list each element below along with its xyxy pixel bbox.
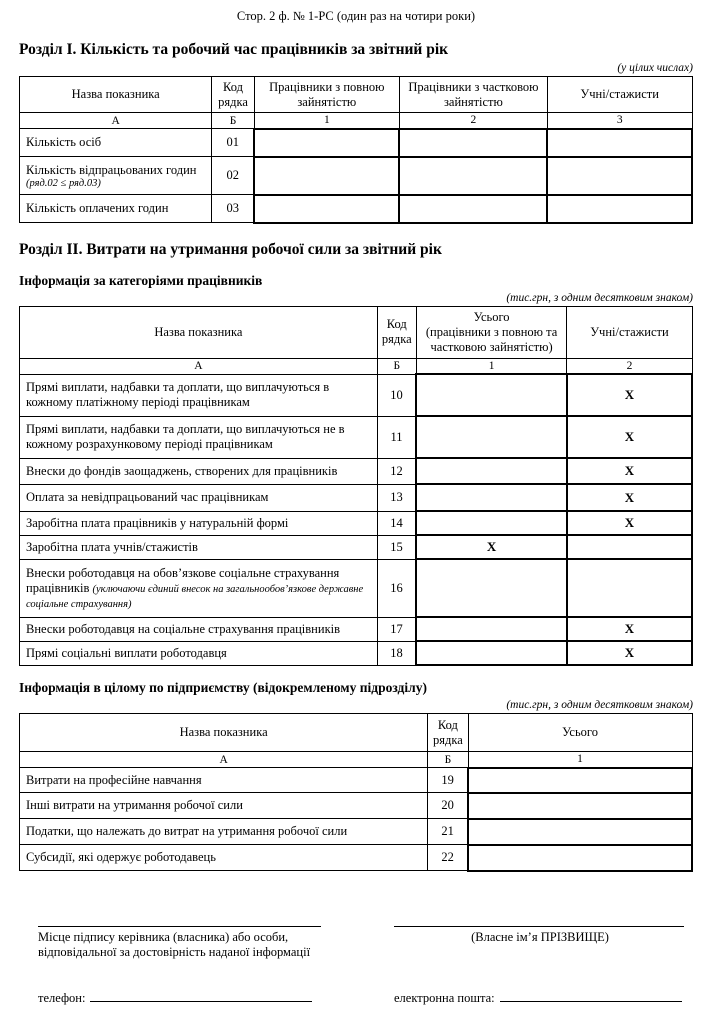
section1-title: Розділ І. Кількість та робочий час працівників за звітний рік [19, 41, 449, 58]
row-name [20, 559, 378, 617]
table-row-14 [20, 511, 693, 535]
signature-block [38, 926, 370, 961]
row-name: Прямі виплати, надбавки та доплати, що виплачуються не в кожному розрахунковому періоді працівникам [20, 416, 378, 458]
row-code: 20 [428, 793, 468, 819]
overall-unit-note: (тис.грн, з одним десятковим знаком) [506, 699, 693, 711]
page-header-line: Стор. 2 ф. № 1-РС (один раз на чотири роки) [236, 9, 476, 23]
entry-cell-r01-c2[interactable] [399, 129, 547, 157]
blocked-cell-r15-c1: X [416, 535, 567, 559]
entry-cell-r11-c1[interactable] [416, 416, 567, 458]
row-code: 18 [377, 641, 416, 665]
row-name: Прямі виплати, надбавки та доплати, що виплачуються в кожному платіжному періоді працівникам [20, 374, 378, 416]
row-name: Оплата за невідпрацьований час працівникам [20, 484, 378, 511]
letter-cell: А [20, 752, 428, 768]
blocked-cell-r11-c2: X [567, 416, 692, 458]
letter-cell: А [20, 358, 378, 374]
letter-row [20, 752, 693, 768]
entry-cell-r18-c1[interactable] [416, 641, 567, 665]
row-name-note: (ряд.02 ≤ ряд.03) [26, 177, 101, 189]
col-header-total: Усього [468, 714, 692, 752]
blocked-cell-r18-c2: X [567, 641, 692, 665]
table-row-03 [20, 195, 693, 223]
phone-block [38, 990, 370, 1006]
col-header-parttime: Працівники з частковою зайнятістю [399, 77, 547, 113]
entry-cell-r16-c1[interactable] [416, 559, 567, 617]
row-code: 03 [212, 195, 254, 223]
row-name: Заробітна плата учнів/стажистів [20, 535, 378, 559]
signature-caption-line2: відповідальної за достовірність наданої інформації [38, 944, 311, 959]
letter-cell: 2 [567, 358, 692, 374]
table-header-row [20, 77, 693, 113]
table-header-row [20, 306, 693, 358]
col-header-code: Код рядка [428, 714, 468, 752]
table-row-17 [20, 617, 693, 641]
table-row-20 [20, 793, 693, 819]
table-row-22 [20, 845, 693, 871]
row-code: 22 [428, 845, 468, 871]
by-category-title: Інформація за категоріями працівників [19, 272, 263, 288]
blocked-cell-r10-c2: X [567, 374, 692, 416]
signature-row [19, 926, 693, 961]
row-name: Кількість осіб [20, 129, 212, 157]
overall-title: Інформація в цілому по підприємству (відокремленому підрозділу) [19, 680, 427, 695]
table-row-19 [20, 768, 693, 793]
phone-input-line[interactable] [90, 990, 312, 1002]
row-code: 02 [212, 157, 254, 195]
letter-cell: 1 [416, 358, 567, 374]
table-row-11 [20, 416, 693, 458]
col-header-code: Код рядка [212, 77, 254, 113]
letter-cell: 1 [254, 113, 399, 129]
table-row-21 [20, 819, 693, 845]
entry-cell-r15-c2[interactable] [567, 535, 692, 559]
letter-cell: 1 [468, 752, 692, 768]
letter-cell: 3 [547, 113, 692, 129]
row-name: Витрати на професійне навчання [20, 768, 428, 793]
name-caption: (Власне ім’я ПРІЗВИЩЕ) [471, 929, 609, 944]
row-code: 10 [377, 374, 416, 416]
row-code: 11 [377, 416, 416, 458]
col-header-total [416, 306, 567, 358]
col-header-trainees: Учні/стажисти [547, 77, 692, 113]
overall-table [19, 713, 693, 872]
entry-cell-r12-c1[interactable] [416, 458, 567, 484]
row-code: 13 [377, 484, 416, 511]
row-name: Інші витрати на утримання робочої сили [20, 793, 428, 819]
by-category-unit-note: (тис.грн, з одним десятковим знаком) [506, 291, 693, 304]
email-label: електронна пошта: [394, 991, 495, 1005]
letter-cell: А [20, 113, 212, 129]
letter-row [20, 113, 693, 129]
table-row-10 [20, 374, 693, 416]
letter-row [20, 358, 693, 374]
phone-label: телефон: [38, 991, 86, 1005]
entry-cell-r16-c2[interactable] [567, 559, 692, 617]
col-header-fulltime: Працівники з повною зайнятістю [254, 77, 399, 113]
name-block [394, 926, 686, 961]
row-name-note: (уключаючи єдиний внесок на загальнообов’язкове державне соціальне страхування) [26, 583, 364, 610]
entry-cell-r03-c1[interactable] [254, 195, 399, 223]
blocked-cell-r17-c2: X [567, 617, 692, 641]
blocked-cell-r14-c2: X [567, 511, 692, 535]
entry-cell-r10-c1[interactable] [416, 374, 567, 416]
col-header-name: Назва показника [20, 714, 428, 752]
row-name: Кількість оплачених годин [20, 195, 212, 223]
entry-cell-r17-c1[interactable] [416, 617, 567, 641]
row-code: 12 [377, 458, 416, 484]
entry-cell-r03-c2[interactable] [399, 195, 547, 223]
row-code: 14 [377, 511, 416, 535]
row-name: Прямі соціальні виплати роботодавця [20, 641, 378, 665]
entry-cell-r02-c2[interactable] [399, 157, 547, 195]
row-name: Внески до фондів заощаджень, створених для працівників [20, 458, 378, 484]
table-header-row [20, 714, 693, 752]
signature-caption [38, 930, 370, 961]
entry-cell-r14-c1[interactable] [416, 511, 567, 535]
table-row-16 [20, 559, 693, 617]
row-name: Заробітна плата працівників у натуральній формі [20, 511, 378, 535]
table-row-12 [20, 458, 693, 484]
row-name-text: Кількість відпрацьованих годин [26, 162, 197, 177]
row-code: 15 [377, 535, 416, 559]
row-code: 16 [377, 559, 416, 617]
entry-cell-r02-c1[interactable] [254, 157, 399, 195]
name-line[interactable] [394, 926, 684, 927]
col-header-total-label: Усього [473, 309, 510, 324]
col-header-total-sublabel: (працівники з повною та частковою зайнятістю) [425, 324, 558, 354]
row-name-text: Внески роботодавця на обов’язкове соціальне страхування працівників [26, 565, 340, 595]
row-name: Податки, що належать до витрат на утримання робочої сили [20, 819, 428, 845]
row-name: Внески роботодавця на соціальне страхування працівників [20, 617, 378, 641]
entry-cell-r19-c1[interactable] [468, 768, 692, 793]
table-row-02 [20, 157, 693, 195]
contact-row [19, 990, 693, 1006]
email-input-line[interactable] [500, 990, 682, 1002]
row-name: Субсидії, які одержує роботодавець [20, 845, 428, 871]
entry-cell-r22-c1[interactable] [468, 845, 692, 871]
entry-cell-r21-c1[interactable] [468, 819, 692, 845]
letter-cell: Б [212, 113, 254, 129]
table-row-15 [20, 535, 693, 559]
entry-cell-r01-c3[interactable] [547, 129, 692, 157]
col-header-trainees: Учні/стажисти [567, 306, 692, 358]
table-row-18 [20, 641, 693, 665]
row-code: 21 [428, 819, 468, 845]
entry-cell-r02-c3[interactable] [547, 157, 692, 195]
entry-cell-r13-c1[interactable] [416, 484, 567, 511]
row-code: 17 [377, 617, 416, 641]
blocked-cell-r13-c2: X [567, 484, 692, 511]
letter-cell: Б [428, 752, 468, 768]
letter-cell: 2 [399, 113, 547, 129]
table-row-01 [20, 129, 693, 157]
entry-cell-r01-c1[interactable] [254, 129, 399, 157]
table-row-13 [20, 484, 693, 511]
section2-title: Розділ ІІ. Витрати на утримання робочої сили за звітний рік [19, 240, 442, 258]
section1-unit-note: (у цілих числах) [617, 62, 693, 74]
col-header-code: Код рядка [377, 306, 416, 358]
section1-table [19, 76, 693, 224]
signature-line[interactable] [38, 926, 321, 927]
letter-cell: Б [377, 358, 416, 374]
col-header-name: Назва показника [20, 77, 212, 113]
row-code: 19 [428, 768, 468, 793]
entry-cell-r20-c1[interactable] [468, 793, 692, 819]
email-block [394, 990, 682, 1006]
row-name [20, 157, 212, 195]
by-category-table [19, 306, 693, 667]
blocked-cell-r12-c2: X [567, 458, 692, 484]
entry-cell-r03-c3[interactable] [547, 195, 692, 223]
row-code: 01 [212, 129, 254, 157]
footer [19, 926, 693, 1007]
col-header-name: Назва показника [20, 306, 378, 358]
signature-caption-line1: Місце підпису керівника (власника) або особи, [38, 929, 289, 944]
